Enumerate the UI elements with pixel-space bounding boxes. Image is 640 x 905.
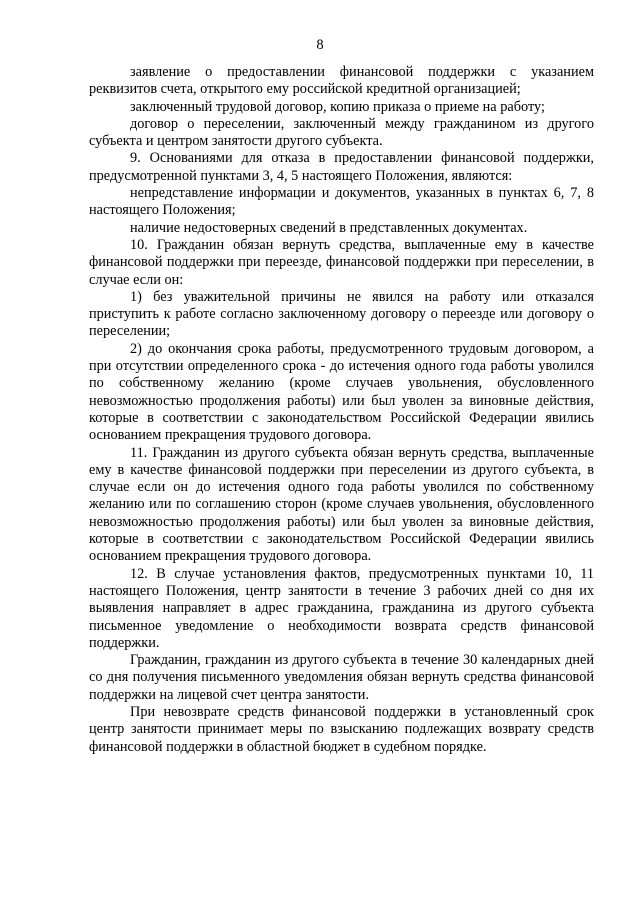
- paragraph: 10. Гражданин обязан вернуть средства, выплаченные ему в качестве финансовой поддержки при переезде, финансовой поддержки при переселении, в случае если он:: [89, 236, 594, 288]
- paragraph: 1) без уважительной причины не явился на работу или отказался приступить к работе согласно заключенному договору о переезде или договору о переселении;: [89, 288, 594, 340]
- paragraph: 2) до окончания срока работы, предусмотренного трудовым договором, а при отсутствии определенного срока - до истечения одного года работы уволился по собственному желанию (кроме случаев увольнения, обусловленного невозможностью продолжения работы) или был уволен за виновные действия, которые в соответствии с законодательством Российской Федерации явились основанием прекращения трудового договора.: [89, 340, 594, 444]
- paragraph: При невозврате средств финансовой поддержки в установленный срок центр занятости принимает меры по взысканию подлежащих возврату средств финансовой поддержки в областной бюджет в судебном порядке.: [89, 703, 594, 755]
- paragraph: заключенный трудовой договор, копию приказа о приеме на работу;: [130, 98, 545, 115]
- paragraph: непредставление информации и документов, указанных в пунктах 6, 7, 8 настоящего Положения;: [89, 185, 594, 219]
- paragraph: заявление о предоставлении финансовой поддержки с указанием реквизитов счета, открытого ему российской кредитной организацией;: [89, 64, 594, 98]
- paragraph: 9. Основаниями для отказа в предоставлении финансовой поддержки, предусмотренной пунктами 3, 4, 5 настоящего Положения, являются:: [89, 150, 594, 184]
- document-body: [89, 64, 594, 756]
- paragraph: 11. Гражданин из другого субъекта обязан вернуть средства, выплаченные ему в качестве финансовой поддержки при переселении из другого субъекта, в случае если он до истечения одного года работы уволился по собственному желанию или по соглашению сторон (кроме случаев увольнения, обусловленного невозможностью продолжения работы) или был уволен за виновные действия, которые в соответствии с законодательством Российской Федерации явились основанием прекращения трудового договора.: [89, 444, 594, 565]
- page-number: 8: [316, 37, 324, 53]
- paragraph: договор о переселении, заключенный между гражданином из другого субъекта и центром занятости другого субъекта.: [89, 115, 594, 150]
- paragraph: наличие недостоверных сведений в представленных документах.: [130, 219, 528, 236]
- paragraph: 12. В случае установления фактов, предусмотренных пунктами 10, 11 настоящего Положения, центр занятости в течение 3 рабочих дней со дня их выявления направляет в адрес гражданина, гражданина из другого субъекта письменное уведомление о необходимости возврата средств финансовой поддержки.: [89, 565, 594, 651]
- paragraph: Гражданин, гражданин из другого субъекта в течение 30 календарных дней со дня получения письменного уведомления обязан вернуть средства финансовой поддержки на лицевой счет центра занятости.: [89, 652, 594, 703]
